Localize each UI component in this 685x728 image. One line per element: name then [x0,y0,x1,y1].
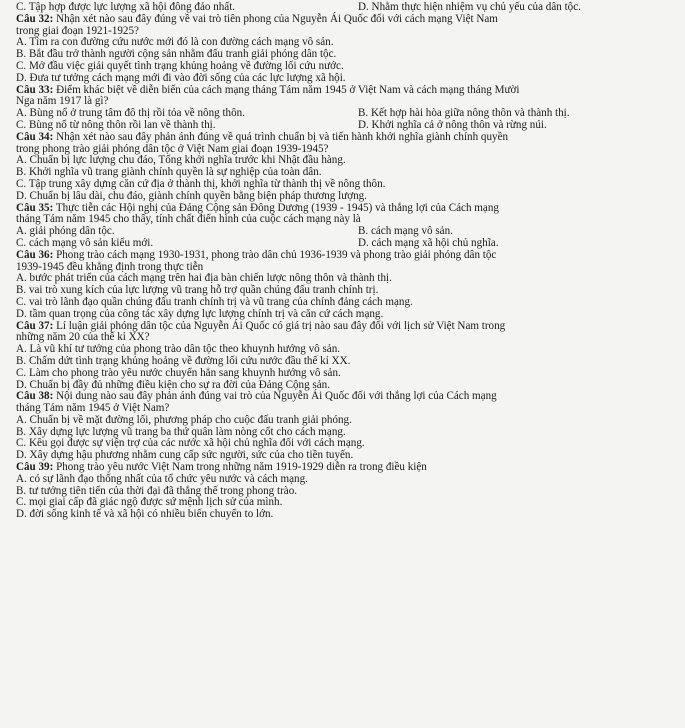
answer-option: C. cách mạng vô sản kiểu mới. [16,236,154,249]
answer-option: C. Tập hợp được lực lượng xã hội đông đảo nhất. [16,1,236,13]
question-number: Câu 33: [16,83,54,96]
text-line: những năm 20 của thế kỉ XX? [16,331,150,344]
question-text: Nội dung nào sau đây phản ánh đúng vai trò của Nguyễn Ái Quốc đối với thắng lợi của Cách mạng [53,390,497,403]
text-line: B. Bắt đầu trở thành người cộng sản nhằm đấu tranh giải phóng dân tộc. [16,48,337,61]
text-line: 1939-1945 đều khẳng định trong thực tiễn [16,260,204,273]
text-line: B. tư tưởng tiên tiến của thời đại đã thắng thế trong phong trào. [16,484,298,497]
answer-option: C. Bùng nổ từ nông thôn rồi lan về thành thị. [16,118,216,131]
text-line: A. Chuẩn bị về mặt đường lối, phương pháp cho cuộc đấu tranh giải phóng. [16,413,352,426]
question-text: Nhận xét nào sau đây đúng về vai trò tiên phong của Nguyễn Ái Quốc đối với cách mạng Việt Nam [53,12,498,25]
question-number: Câu 37: [16,319,54,332]
text-line: C. Mở đầu việc giải quyết tình trạng khủng hoảng về đường lối cứu nước. [16,59,344,72]
question-number: Câu 32: [16,12,54,25]
answer-option: D. Khởi nghĩa cả ở nông thôn và rừng núi. [358,118,547,131]
question-text: Điểm khác biệt về diễn biến của cách mạng tháng Tám năm 1945 ở Việt Nam và cách mạng tháng Mười [53,83,520,96]
text-line: B. vai trò xung kích của lực lượng vũ trang hỗ trợ quần chúng đấu tranh chính trị. [16,284,379,297]
text-line: A. Tìm ra con đường cứu nước mới đó là con đường cách mạng vô sản. [16,36,334,49]
question-text: Thực tiễn các Hội nghị của Đảng Cộng sản Đông Dương (1939 - 1945) và thắng lợi của Cách mạng [53,201,499,214]
text-line: B. Khởi nghĩa vũ trang giành chính quyền là sự nghiệp của toàn dân. [16,166,322,179]
question-number: Câu 38: [16,390,54,403]
text-line: trong giai đoạn 1921-1925? [16,24,139,37]
text-line: D. Xây dựng hậu phương nhằm cung cấp sức người, sức của cho tiền tuyến. [16,449,354,462]
text-line: A. bước phát triển của cách mạng trên hai địa bàn chiến lược nông thôn và thành thị. [16,272,392,285]
text-line: D. tầm quan trọng của công tác xây dựng lực lượng chính trị và căn cứ cách mạng. [16,307,384,320]
text-line: trong phong trào giải phóng dân tộc ở Việt Nam giai đoạn 1939-1945? [16,142,329,155]
text-line: C. Kêu gọi được sự viện trợ của các nước xã hội chủ nghĩa đối với cách mạng. [16,437,365,450]
question-line [16,250,669,262]
question-line [16,85,669,97]
text-line: A. Chuẩn bị lực lượng chu đáo, Tổng khởi nghĩa trước khi Nhật đầu hàng. [16,154,346,167]
text-line: tháng Tám năm 1945 ở Việt Nam? [16,402,170,415]
text-line: C. Tập trung xây dựng căn cứ địa ở thành thị, khởi nghĩa từ thành thị về nông thôn. [16,177,386,190]
question-line [16,14,669,26]
text-line: D. Chuẩn bị lâu dài, chu đáo, giành chính quyền bằng biện pháp thương lượng. [16,189,367,202]
answer-option: D. Nhằm thực hiện nhiệm vụ chủ yếu của dân tộc. [358,1,581,13]
question-text: Phong trào cách mạng 1930-1931, phong trào dân chủ 1936-1939 và phong trào giải phóng dân tộc [53,248,497,261]
question-line [16,132,669,144]
text-line: B. Chấm dứt tình trạng khủng hoảng về đường lối cứu nước đầu thế kỉ XX. [16,354,351,367]
text-line: D. đời sống kinh tế và xã hội có nhiều biến chuyển to lớn. [16,508,274,521]
answer-option: B. Kết hợp hài hòa giữa nông thôn và thành thị. [358,107,570,120]
question-number: Câu 39: [16,461,54,474]
text-line: D. Chuẩn bị đầy đủ những điều kiện cho sự ra đời của Đảng Cộng sản. [16,378,330,391]
text-line: C. Làm cho phong trào yêu nước chuyển hẳn sang khuynh hướng vô sản. [16,366,341,379]
text-line: B. Xây dựng lực lượng vũ trang ba thứ quân làm nòng cốt cho cách mạng. [16,425,346,438]
answer-option: A. giải phóng dân tộc. [16,225,115,238]
question-text: Lí luận giải phóng dân tộc của Nguyễn Ái Quốc có giá trị nào sau đây đối với lịch sử Việt Nam trong [53,319,506,332]
question-text: Phong trào yêu nước Việt Nam trong những năm 1919-1929 diễn ra trong điều kiện [53,461,427,474]
text-line: A. Là vũ khí tư tưởng của phong trào dân tộc theo khuynh hướng vô sản. [16,343,341,356]
question-text: Nhận xét nào sau đây phản ánh đúng về quá trình chuẩn bị và tiến hành khởi nghĩa giành chính quyền [53,130,509,143]
answer-option: D. cách mạng xã hội chủ nghĩa. [358,236,499,249]
text-line: tháng Tám năm 1945 cho thấy, tính chất điển hình của cuộc cách mạng này là [16,213,361,226]
answer-option: B. cách mạng vô sản. [358,225,453,238]
question-number: Câu 36: [16,248,54,261]
text-line: Nga năm 1917 là gì? [16,95,109,108]
answer-option: A. Bùng nổ ở trung tâm đô thị rồi tỏa về nông thôn. [16,107,245,120]
text-line: A. có sự lãnh đạo thống nhất của tổ chức yêu nước và cách mạng. [16,472,308,485]
text-line: D. Đưa tư tưởng cách mạng mới đi vào đời sống của các lực lượng xã hội. [16,71,346,84]
question-number: Câu 34: [16,130,54,143]
text-line: C. vai trò lãnh đạo quần chúng đấu tranh chính trị và vũ trang của chính đảng cách mạng. [16,295,413,308]
text-line: C. mọi giai cấp đã giác ngộ được sứ mệnh lịch sử của mình. [16,496,283,509]
question-number: Câu 35: [16,201,54,214]
